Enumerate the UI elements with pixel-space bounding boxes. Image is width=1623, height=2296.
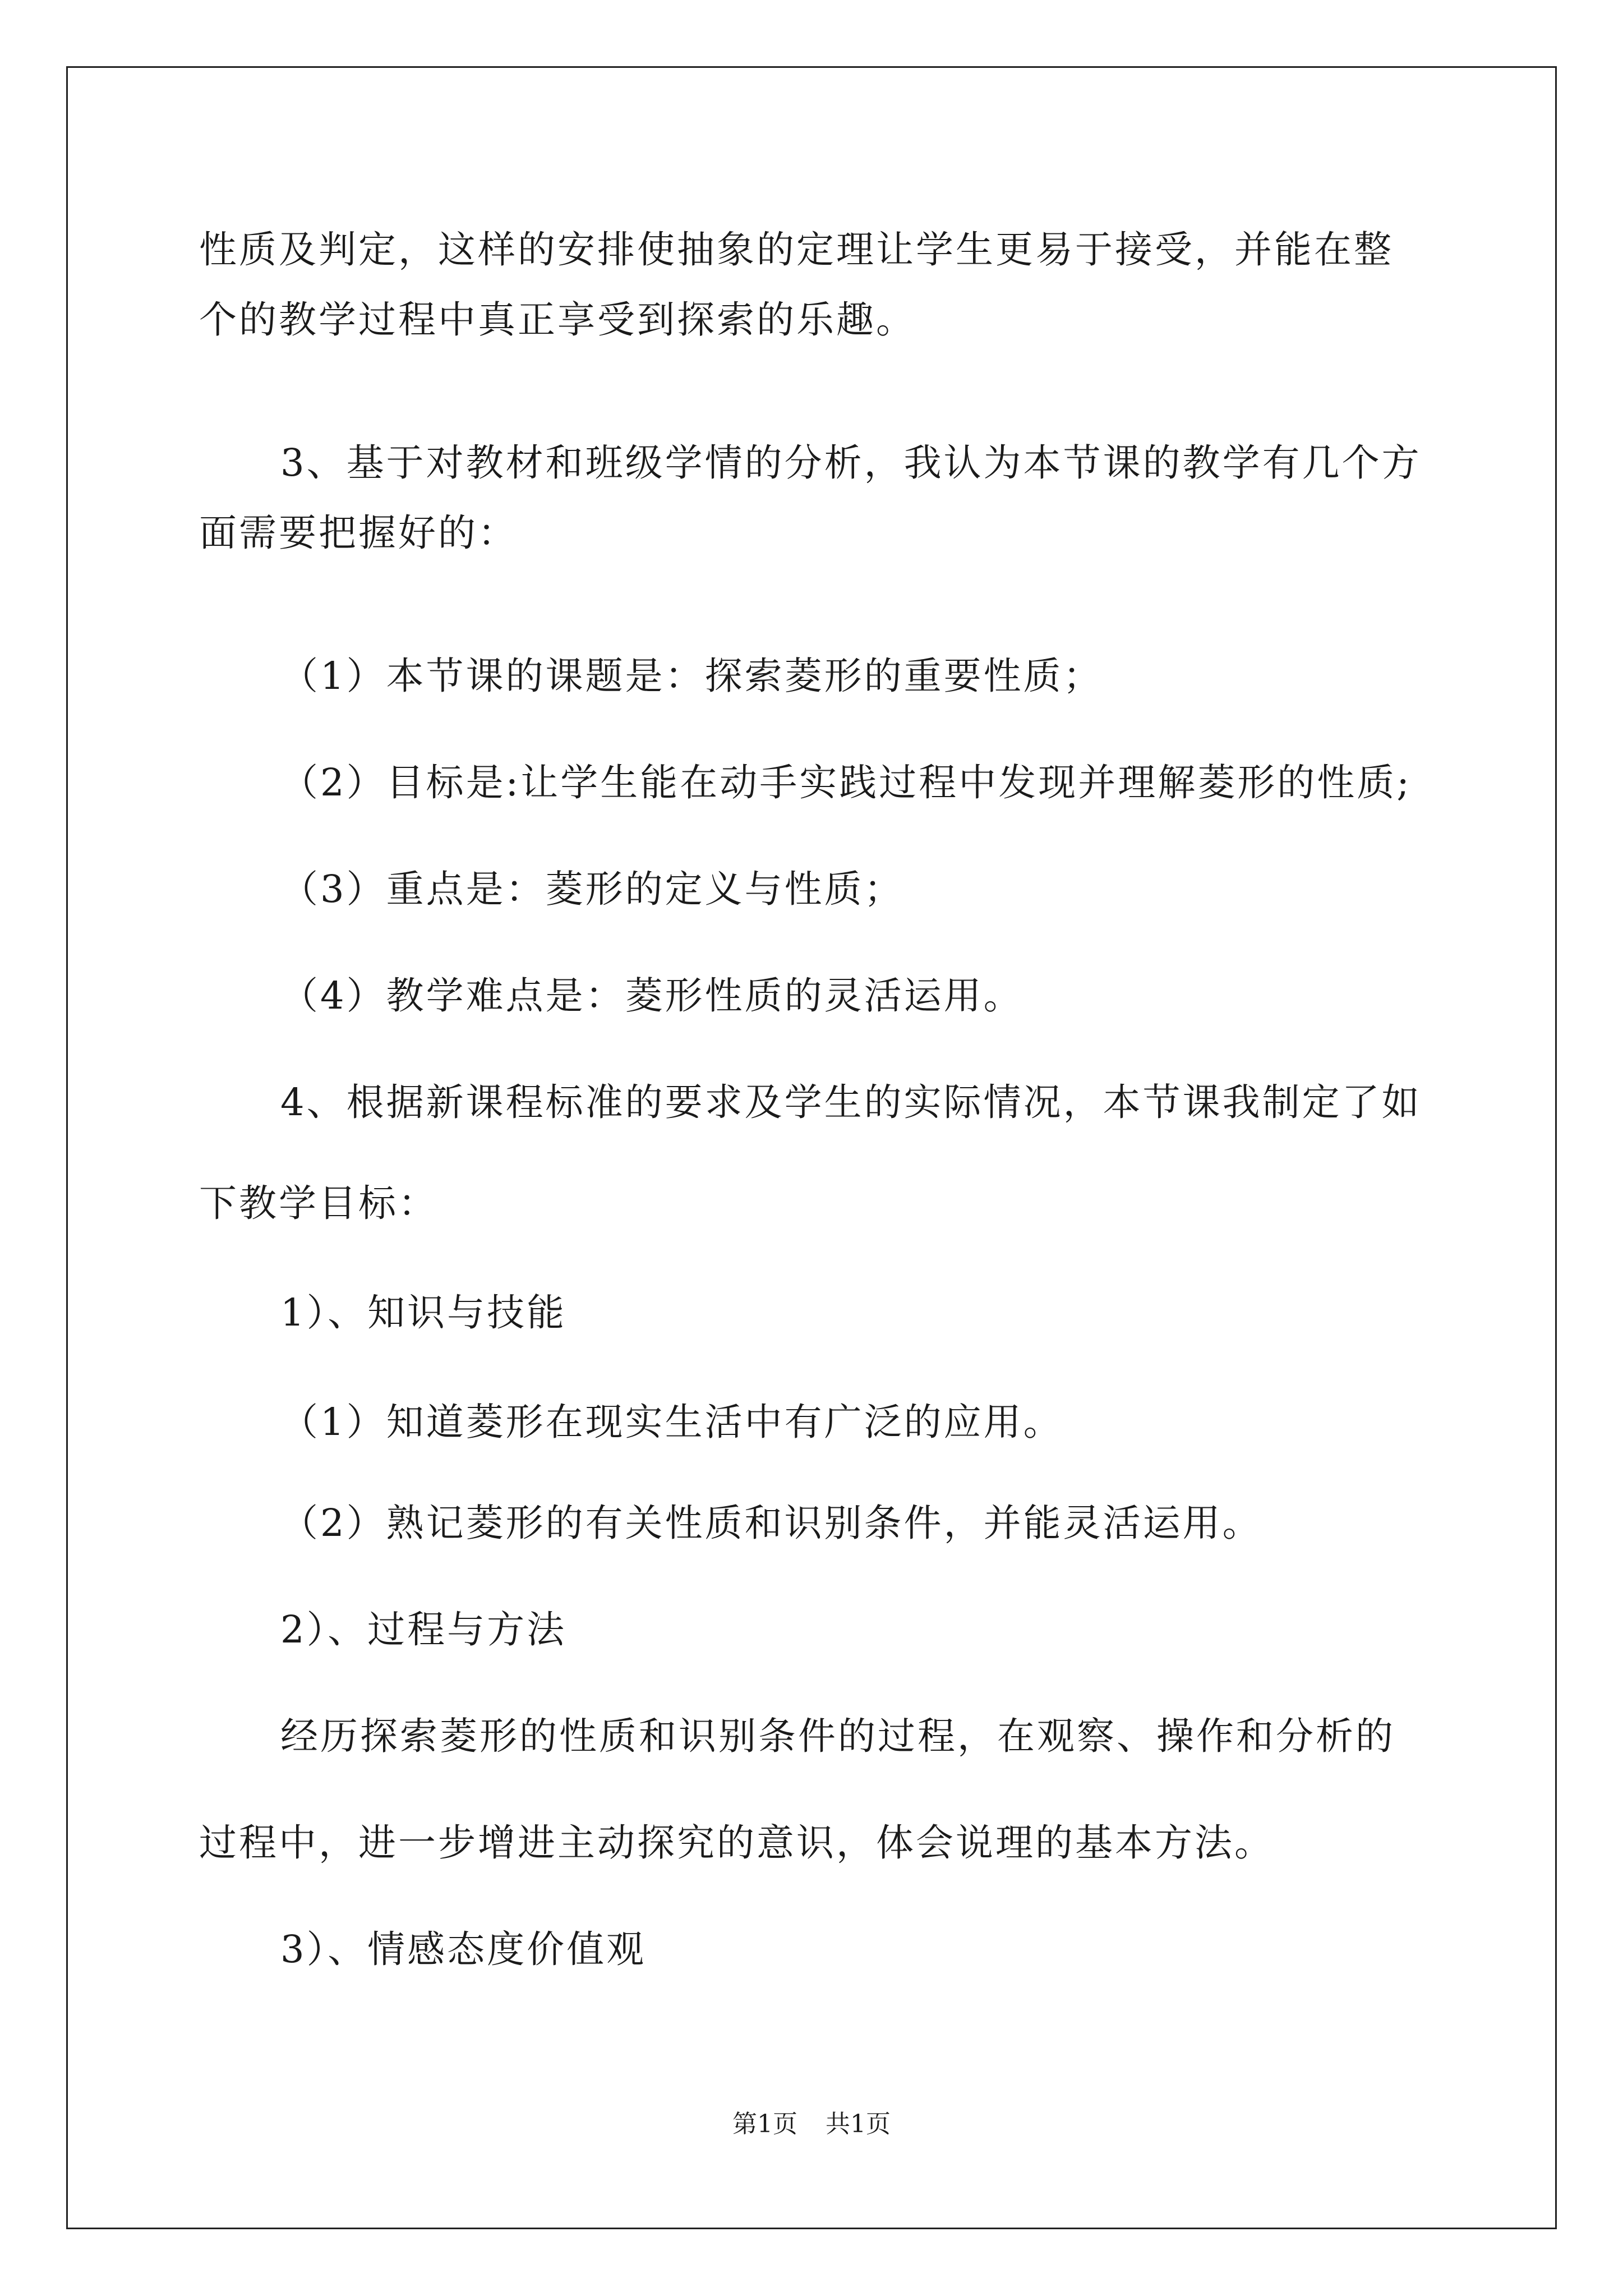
list-item: （1）本节课的课题是：探索菱形的重要性质； bbox=[280, 654, 1103, 698]
list-item: （2）熟记菱形的有关性质和识别条件，并能灵活运用。 bbox=[280, 1501, 1262, 1545]
page-number: 第1页 bbox=[732, 2110, 797, 2138]
body-text-line: 3、基于对教材和班级学情的分析，我认为本节课的教学有几个方 bbox=[280, 441, 1422, 485]
page-total: 共1页 bbox=[826, 2110, 891, 2138]
body-text-line: 面需要把握好的： bbox=[199, 511, 518, 555]
page-border bbox=[66, 66, 1557, 2229]
section-heading: 3）、情感态度价值观 bbox=[280, 1927, 647, 1971]
list-item: （1）知道菱形在现实生活中有广泛的应用。 bbox=[280, 1400, 1063, 1444]
body-text-line: 4、根据新课程标准的要求及学生的实际情况，本节课我制定了如 bbox=[280, 1080, 1422, 1124]
page-footer bbox=[0, 2108, 1623, 2141]
body-text-line: 过程中，进一步增进主动探究的意识，体会说理的基本方法。 bbox=[199, 1821, 1274, 1865]
body-text-line: 下教学目标： bbox=[199, 1181, 438, 1225]
section-heading: 1）、知识与技能 bbox=[280, 1291, 567, 1335]
section-heading: 2）、过程与方法 bbox=[280, 1608, 567, 1651]
body-text-line: 性质及判定，这样的安排使抽象的定理让学生更易于接受，并能在整 bbox=[199, 228, 1394, 272]
body-text-line: 个的教学过程中真正享受到探索的乐趣。 bbox=[199, 298, 916, 342]
list-item: （2）目标是:让学生能在动手实践过程中发现并理解菱形的性质; bbox=[280, 761, 1412, 804]
list-item: （4）教学难点是：菱形性质的灵活运用。 bbox=[280, 974, 1023, 1018]
body-text-line: 经历探索菱形的性质和识别条件的过程，在观察、操作和分析的 bbox=[280, 1714, 1395, 1758]
list-item: （3）重点是：菱形的定义与性质； bbox=[280, 867, 904, 911]
